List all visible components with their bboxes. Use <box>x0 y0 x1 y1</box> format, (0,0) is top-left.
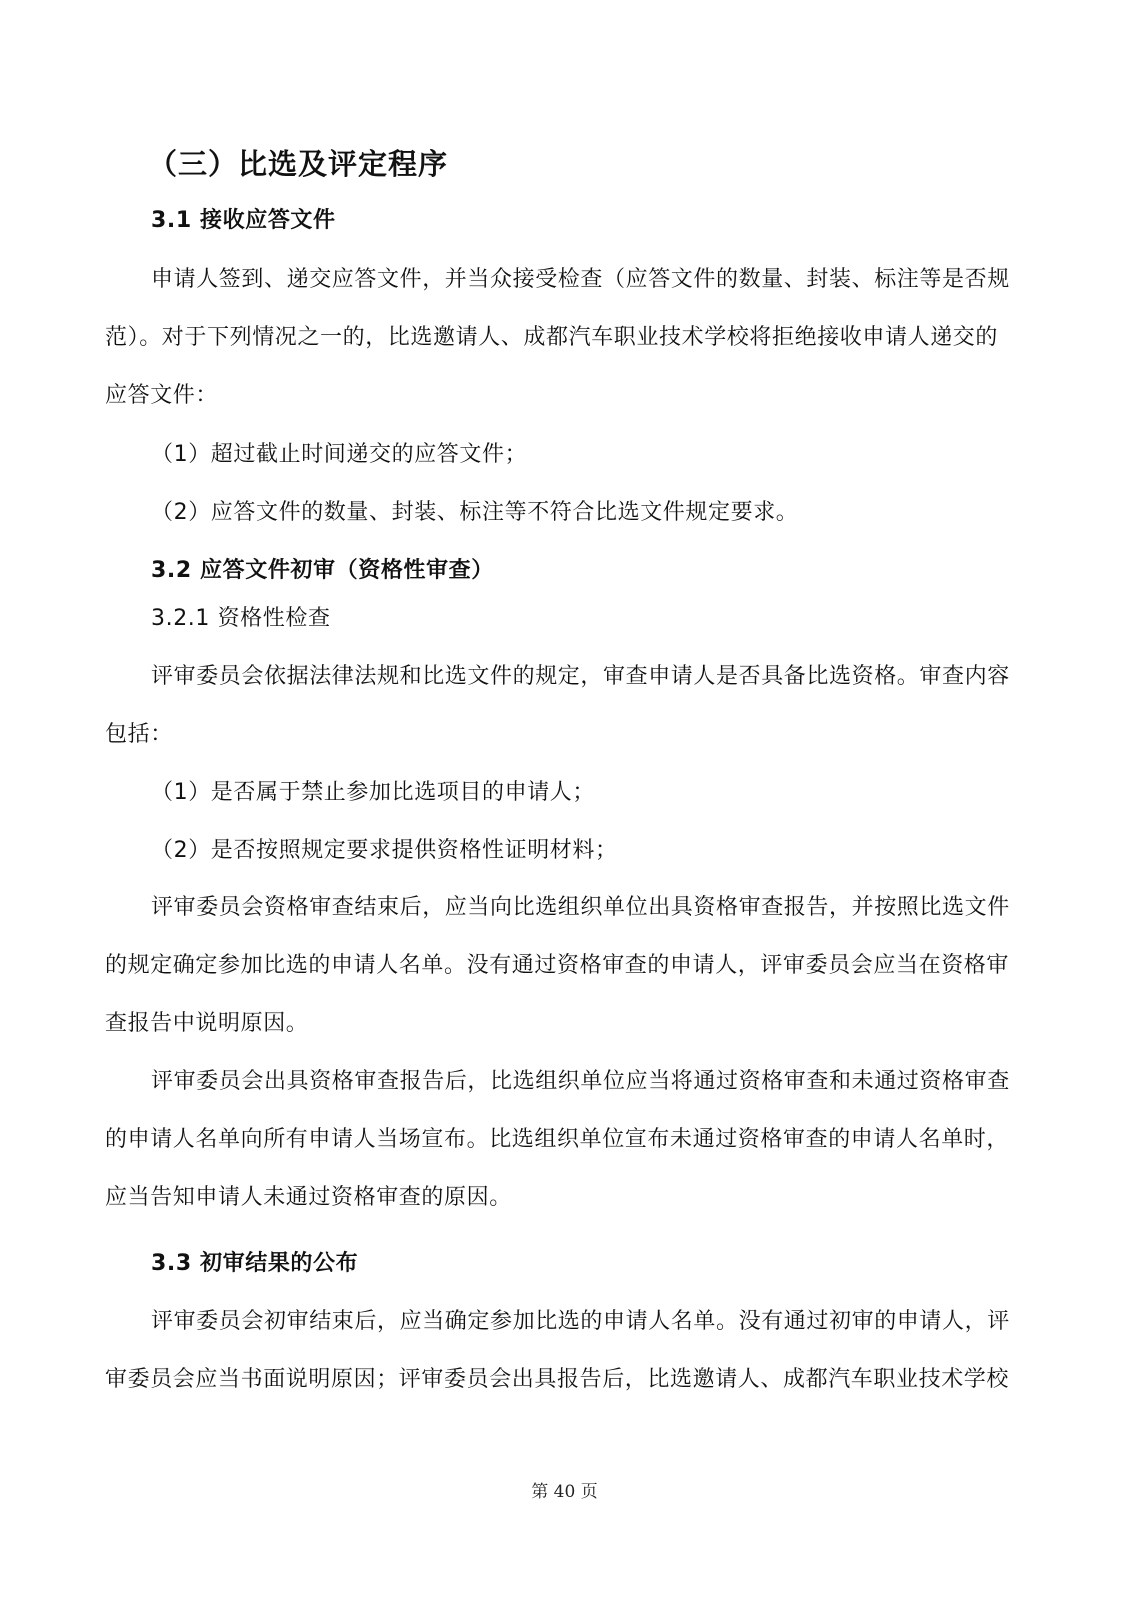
paragraph-line: 评审委员会初审结束后，应当确定参加比选的申请人名单。没有通过初审的申请人，评 <box>151 1309 1010 1334</box>
paragraph-line: 评审委员会资格审查结束后，应当向比选组织单位出具资格审查报告，并按照比选文件 <box>151 895 1010 920</box>
section-heading: （三）比选及评定程序 <box>148 147 449 181</box>
paragraph-line: 审委员会应当书面说明原因；评审委员会出具报告后，比选邀请人、成都汽车职业技术学校 <box>105 1367 1010 1392</box>
paragraph-line: 申请人签到、递交应答文件，并当众接受检查（应答文件的数量、封装、标注等是否规 <box>151 267 1010 292</box>
paragraph-line: 应答文件： <box>105 383 219 408</box>
paragraph-line: 的申请人名单向所有申请人当场宣布。比选组织单位宣布未通过资格审查的申请人名单时， <box>105 1127 1010 1152</box>
list-item: （1）是否属于禁止参加比选项目的申请人； <box>151 780 595 805</box>
paragraph-line: 评审委员会依据法律法规和比选文件的规定，审查申请人是否具备比选资格。审查内容 <box>151 664 1010 689</box>
subsection-title-3-3: 3.3 初审结果的公布 <box>151 1251 359 1276</box>
sub-subsection-title-3-2-1: 3.2.1 资格性检查 <box>151 606 331 631</box>
paragraph-line: 评审委员会出具资格审查报告后，比选组织单位应当将通过资格审查和未通过资格审查 <box>151 1069 1010 1094</box>
list-item: （2）应答文件的数量、封装、标注等不符合比选文件规定要求。 <box>151 500 799 525</box>
page-number: 第 40 页 <box>531 1482 598 1502</box>
paragraph-line: 的规定确定参加比选的申请人名单。没有通过资格审查的申请人，评审委员会应当在资格审 <box>105 953 1010 978</box>
paragraph-line: 范）。对于下列情况之一的，比选邀请人、成都汽车职业技术学校将拒绝接收申请人递交的 <box>105 325 999 350</box>
paragraph-line: 查报告中说明原因。 <box>105 1011 309 1036</box>
list-item: （1）超过截止时间递交的应答文件； <box>151 442 528 467</box>
subsection-title-3-2: 3.2 应答文件初审（资格性审查） <box>151 558 494 583</box>
paragraph-line: 应当告知申请人未通过资格审查的原因。 <box>105 1185 512 1210</box>
subsection-title-3-1: 3.1 接收应答文件 <box>151 208 336 233</box>
list-item: （2）是否按照规定要求提供资格性证明材料； <box>151 838 618 863</box>
paragraph-line: 包括： <box>105 722 173 747</box>
